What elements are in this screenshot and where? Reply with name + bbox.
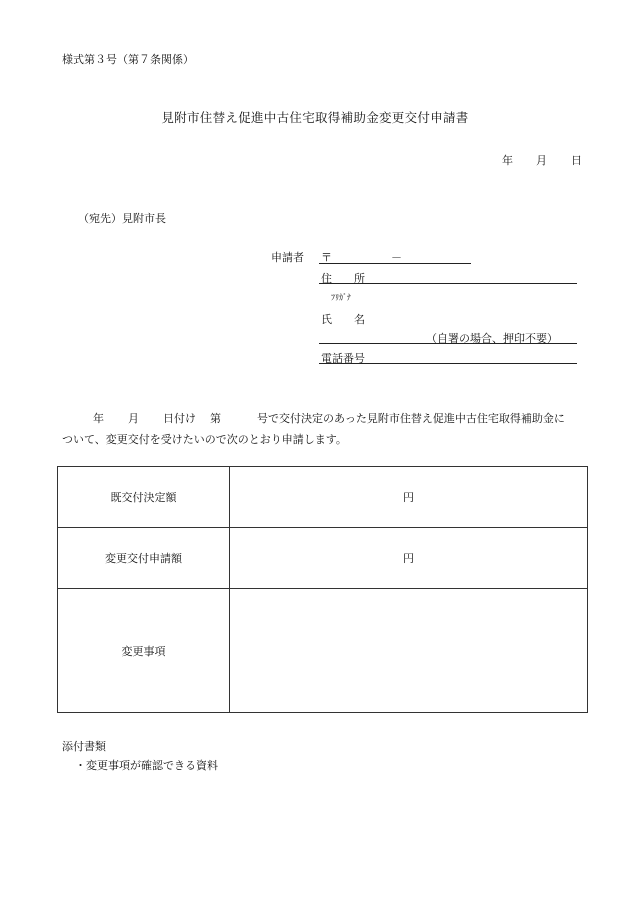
address-field[interactable]	[319, 283, 577, 284]
form-number: 様式第３号（第７条関係）	[62, 53, 194, 66]
body-dai: 第	[210, 412, 221, 425]
table-label: 変更交付申請額	[58, 528, 230, 589]
postal-mark: 〒	[321, 251, 332, 264]
table-row	[58, 528, 588, 589]
document-title: 見附市住替え促進中古住宅取得補助金変更交付申請書	[161, 110, 469, 125]
body-year: 年	[93, 412, 104, 425]
furigana-label: ﾌﾘｶﾞﾅ	[331, 293, 351, 302]
addressee: （宛先）見附市長	[78, 212, 166, 225]
postal-dash: －	[391, 251, 402, 264]
body-line-2: ついて、変更交付を受けたいので次のとおり申請します。	[62, 433, 347, 446]
phone-label: 電話番号	[321, 352, 365, 365]
name-label: 氏 名	[321, 313, 365, 326]
table-label: 変更事項	[58, 589, 230, 713]
date-year-label: 年	[502, 154, 513, 167]
date-day-label: 日	[571, 154, 582, 167]
name-field[interactable]	[319, 343, 577, 344]
postal-code-field[interactable]	[319, 263, 471, 264]
table-row	[58, 589, 588, 713]
prior-amount-field[interactable]: 円	[230, 467, 588, 528]
applicant-label: 申請者	[271, 251, 304, 264]
table-label: 既交付決定額	[58, 467, 230, 528]
attachments-heading: 添付書類	[62, 740, 106, 753]
requested-amount-field[interactable]: 円	[230, 528, 588, 589]
date-month-label: 月	[536, 154, 547, 167]
change-details-field[interactable]	[230, 589, 588, 713]
seal-note: （自署の場合、押印不要）	[426, 332, 558, 345]
attachment-item: ・変更事項が確認できる資料	[75, 759, 218, 772]
table-row	[58, 467, 588, 528]
amount-table	[57, 466, 588, 713]
body-month: 月	[128, 412, 139, 425]
phone-field[interactable]	[319, 363, 577, 364]
body-dated: 日付け	[163, 412, 196, 425]
address-label: 住 所	[321, 272, 365, 285]
body-rest: 号で交付決定のあった見附市住替え促進中古住宅取得補助金に	[257, 412, 565, 425]
